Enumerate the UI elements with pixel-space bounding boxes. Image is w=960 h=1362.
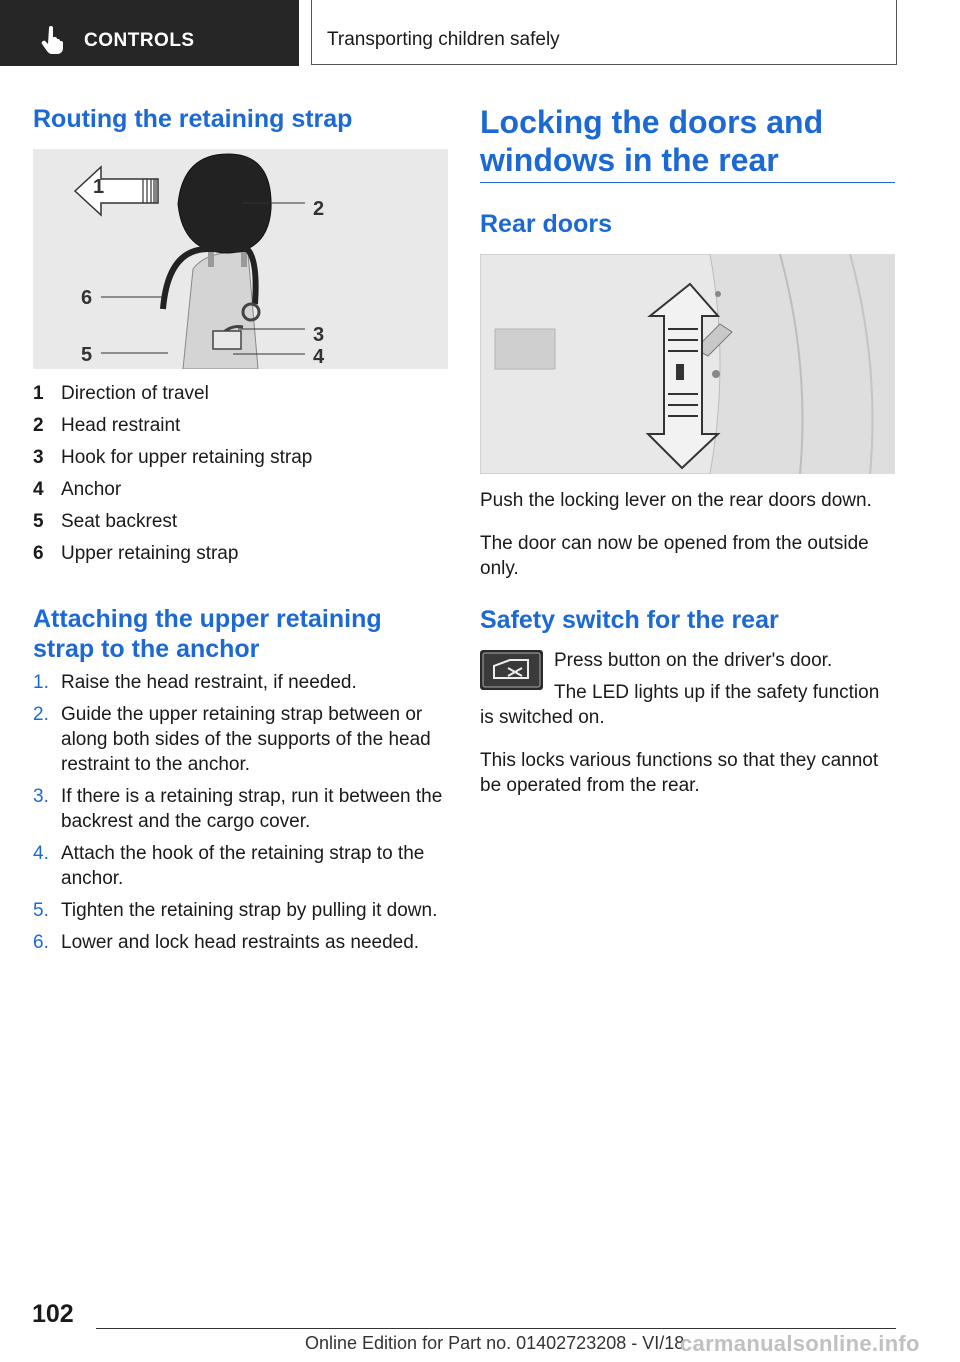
step-number: 3.: [33, 786, 49, 807]
section-label: CONTROLS: [84, 30, 195, 51]
step-text: Attach the hook of the retaining strap to the anchor.: [61, 843, 425, 889]
step-number: 2.: [33, 704, 49, 725]
legend-text: Anchor: [61, 479, 122, 500]
callout-4: 4: [313, 346, 325, 368]
attach-heading-line2: strap to the anchor: [33, 635, 260, 663]
step-text: Lower and lock head restraints as needed.: [61, 932, 420, 953]
attach-heading-line1: Attaching the upper retaining: [33, 605, 382, 633]
legend-text: Hook for upper retaining strap: [61, 447, 313, 468]
figure-legend: [33, 381, 448, 573]
legend-item: [33, 445, 448, 477]
callout-3: 3: [313, 324, 325, 346]
attach-heading: [33, 604, 382, 664]
page-number: 102: [32, 1300, 74, 1328]
safety-text-3: This locks various functions so that they cannot be operated from the rear.: [480, 750, 879, 796]
attach-steps-list: [33, 670, 448, 962]
footer-rule: [96, 1328, 896, 1329]
legend-text: Upper retaining strap: [61, 543, 239, 564]
legend-item: [33, 381, 448, 413]
safety-text-2-line2: is switched on.: [480, 707, 605, 728]
rear-doors-text-2: The door can now be opened from the outside only.: [480, 533, 869, 579]
legend-item: [33, 541, 448, 573]
rear-doors-heading: Rear doors: [480, 210, 612, 238]
callout-1: 1: [93, 176, 105, 198]
legend-text: Seat backrest: [61, 511, 178, 532]
safety-switch-heading: Safety switch for the rear: [480, 606, 779, 634]
main-heading: [480, 103, 823, 179]
retaining-strap-figure: [33, 149, 448, 369]
safety-text-2: [480, 680, 895, 730]
legend-text: Head restraint: [61, 415, 181, 436]
legend-number: 4: [33, 479, 44, 500]
list-item: [33, 784, 448, 834]
chapter-title-box: [311, 0, 897, 65]
step-text: Raise the head restraint, if needed.: [61, 672, 357, 693]
seat-illustration: [33, 149, 448, 369]
door-illustration: [480, 254, 895, 474]
safety-text-1: Press button on the driver's door.: [554, 650, 833, 671]
step-text: If there is a retaining strap, run it between the backrest and the cargo cover.: [61, 786, 443, 832]
step-text: Tighten the retaining strap by pulling it down.: [61, 900, 438, 921]
legend-text: Direction of travel: [61, 383, 209, 404]
section-tab[interactable]: [0, 0, 299, 66]
main-heading-line2: windows in the rear: [480, 142, 779, 178]
step-text: Guide the upper retaining strap between or along both sides of the supports of the head restraint to the anchor.: [61, 704, 431, 775]
legend-item: [33, 477, 448, 509]
legend-item: [33, 413, 448, 445]
legend-number: 5: [33, 511, 44, 532]
callout-2: 2: [313, 198, 325, 220]
list-item: [33, 670, 448, 695]
list-item: [33, 702, 448, 777]
page-header: [0, 0, 960, 66]
step-number: 1.: [33, 672, 49, 693]
callout-5: 5: [81, 344, 93, 366]
list-item: [33, 898, 448, 923]
list-item: [33, 930, 448, 955]
legend-item: [33, 509, 448, 541]
edition-text: Online Edition for Part no. 01402723208 - VI/18: [305, 1333, 685, 1353]
callout-6: 6: [81, 287, 93, 309]
step-number: 4.: [33, 843, 49, 864]
chapter-title: Transporting children safely: [327, 29, 560, 50]
routing-heading: Routing the retaining strap: [33, 105, 353, 133]
legend-number: 2: [33, 415, 44, 436]
main-heading-line1: Locking the doors and: [480, 104, 824, 140]
list-item: [33, 841, 448, 891]
pointing-hand-icon: [40, 26, 64, 54]
step-number: 5.: [33, 900, 49, 921]
step-number: 6.: [33, 932, 49, 953]
safety-text-2-line1: The LED lights up if the safety function: [554, 682, 880, 703]
legend-number: 3: [33, 447, 44, 468]
heading-rule: [480, 182, 895, 183]
rear-doors-text-1: Push the locking lever on the rear doors down.: [480, 490, 872, 511]
legend-number: 6: [33, 543, 44, 564]
legend-number: 1: [33, 383, 44, 404]
watermark: carmanualsonline.info: [680, 1331, 920, 1356]
rear-door-figure: [480, 254, 895, 474]
